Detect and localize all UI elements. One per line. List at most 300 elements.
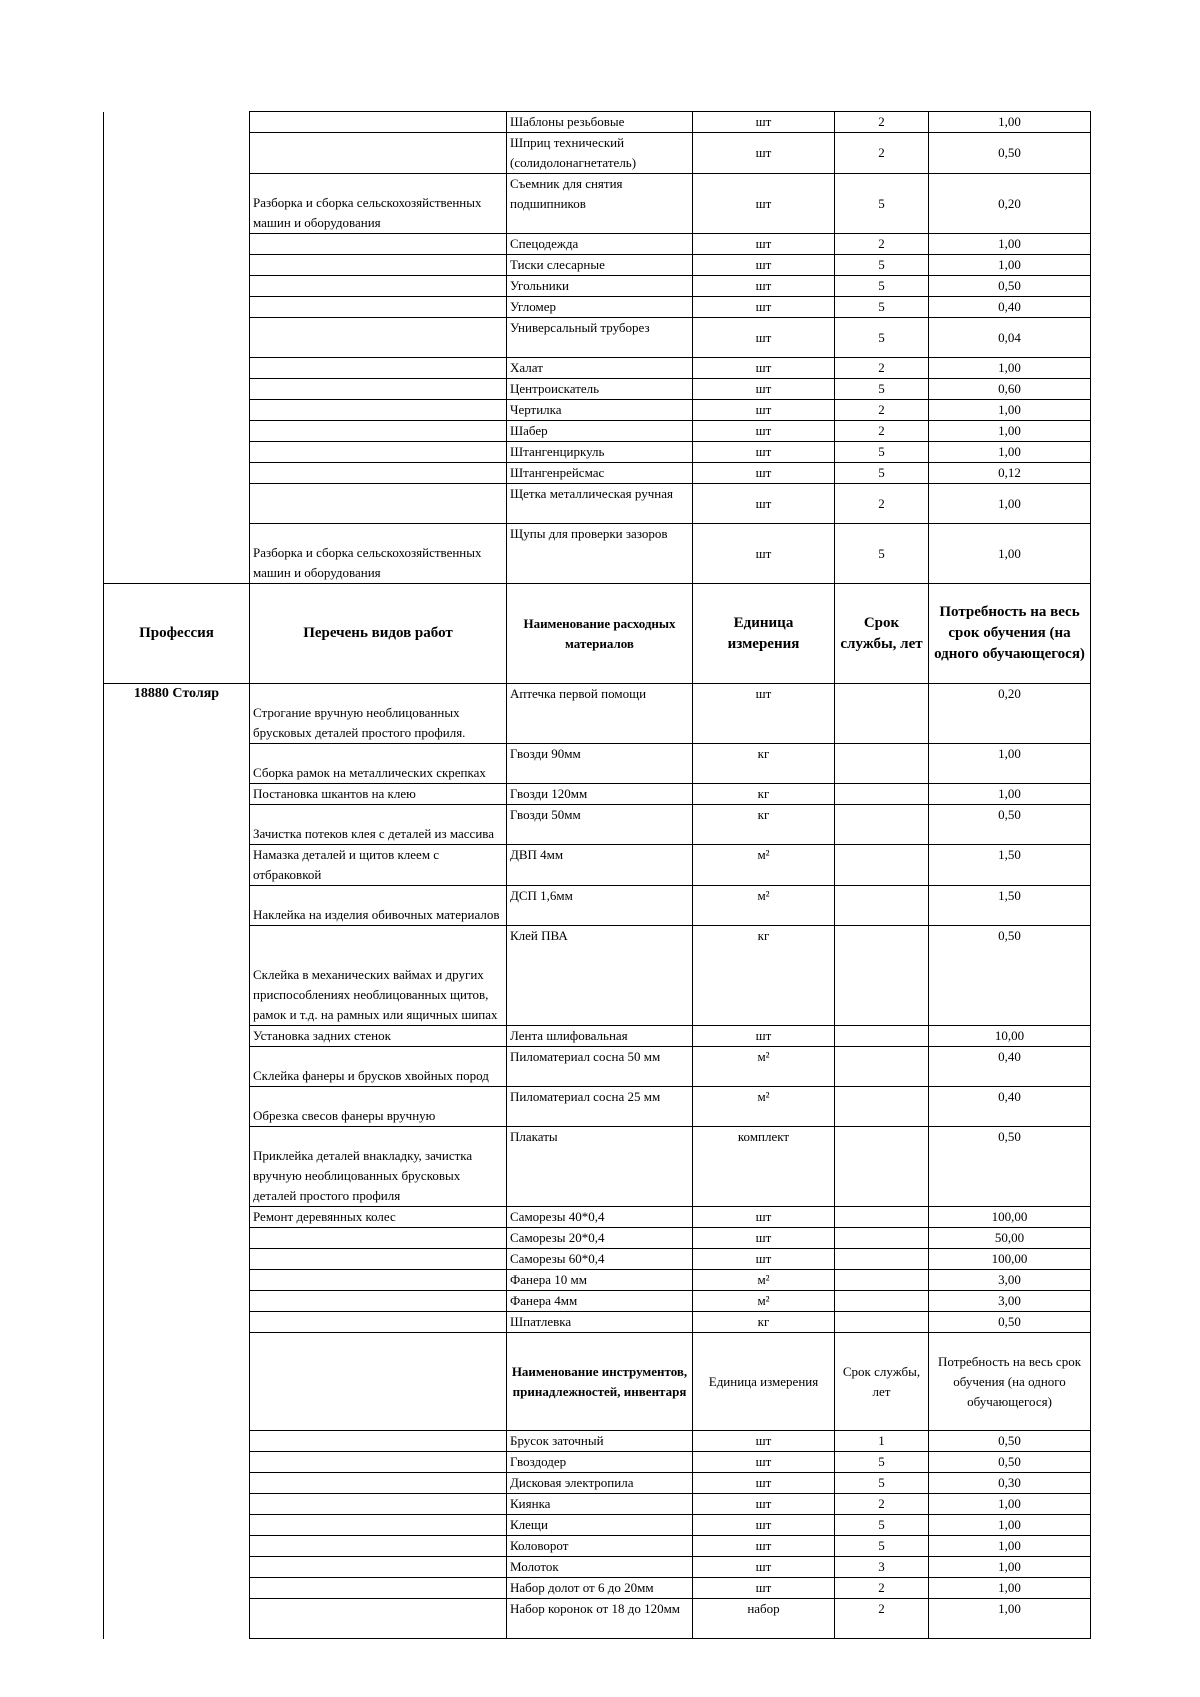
work-type-cell [250,1452,507,1473]
profession-cell [104,1127,250,1207]
column-header-profession: Профессия [104,584,250,684]
table-row [104,174,1091,234]
work-type-cell [250,234,507,255]
profession-cell [104,1515,250,1536]
profession-cell [104,1270,250,1291]
work-type-cell: Приклейка деталей внакладку, зачистка вручную необлицованных брусковых деталей простого профиля [250,1127,507,1207]
work-type-cell: Склейка фанеры и брусков хвойных пород [250,1047,507,1087]
service-life-cell: 2 [835,1494,929,1515]
service-life-cell [835,1270,929,1291]
profession-cell [104,1026,250,1047]
unit-cell: шт [693,421,835,442]
service-life-cell: 5 [835,1515,929,1536]
table-row [104,1452,1091,1473]
work-type-cell [250,255,507,276]
work-type-cell: Постановка шкантов на клею [250,784,507,805]
work-type-cell: Обрезка свесов фанеры вручную [250,1087,507,1127]
service-life-cell: 1 [835,1431,929,1452]
item-name-cell: Саморезы 60*0,4 [507,1249,693,1270]
unit-cell: шт [693,1228,835,1249]
profession-cell [104,1494,250,1515]
item-name-cell: Гвоздодер [507,1452,693,1473]
service-life-cell: 5 [835,276,929,297]
profession-cell [104,1087,250,1127]
work-type-cell [250,1291,507,1312]
work-type-cell [250,358,507,379]
profession-cell [104,1473,250,1494]
unit-cell: шт [693,1557,835,1578]
work-type-cell [250,1599,507,1639]
need-cell: 1,00 [929,255,1091,276]
table-row [104,133,1091,174]
unit-cell: шт [693,524,835,584]
item-name-cell: Шприц технический (солидолонагнетатель) [507,133,693,174]
table-row [104,442,1091,463]
item-name-cell: Плакаты [507,1127,693,1207]
column-header-materials: Наименование расходных материалов [507,584,693,684]
profession-cell [104,234,250,255]
need-cell: 0,12 [929,463,1091,484]
need-cell: 1,00 [929,358,1091,379]
unit-cell: шт [693,358,835,379]
table-row [104,784,1091,805]
service-life-cell: 2 [835,112,929,133]
need-cell: 0,20 [929,684,1091,744]
need-cell: 1,00 [929,784,1091,805]
table-row [104,112,1091,133]
service-life-cell: 2 [835,484,929,524]
unit-cell: кг [693,926,835,1026]
unit-cell: шт [693,1249,835,1270]
profession-cell [104,255,250,276]
service-life-cell [835,1291,929,1312]
unit-cell: шт [693,297,835,318]
table-row [104,484,1091,524]
table-row [104,1494,1091,1515]
table-row [104,1207,1091,1228]
profession-cell [104,1599,250,1639]
work-type-cell [250,1333,507,1431]
need-cell: 1,00 [929,1494,1091,1515]
need-cell: 1,00 [929,744,1091,784]
profession-cell [104,845,250,886]
table-row [104,1249,1091,1270]
item-name-cell: Клещи [507,1515,693,1536]
item-name-cell: Шаблоны резьбовые [507,112,693,133]
unit-cell: м² [693,1291,835,1312]
item-name-cell: Штангенрейсмас [507,463,693,484]
need-cell: 1,00 [929,442,1091,463]
table-row [104,297,1091,318]
service-life-cell: 2 [835,1578,929,1599]
need-cell: 1,50 [929,845,1091,886]
profession-cell [104,1228,250,1249]
profession-cell [104,1452,250,1473]
profession-cell [104,1291,250,1312]
item-name-cell: Молоток [507,1557,693,1578]
unit-cell: шт [693,463,835,484]
header-row [104,584,1091,684]
unit-cell: шт [693,1207,835,1228]
need-cell: 0,50 [929,1312,1091,1333]
table-row [104,1026,1091,1047]
need-cell: 100,00 [929,1249,1091,1270]
profession-cell [104,1207,250,1228]
unit-cell: кг [693,744,835,784]
service-life-cell: 2 [835,358,929,379]
equipment-table [103,111,1091,1639]
need-cell: 0,50 [929,1452,1091,1473]
service-life-cell: 5 [835,524,929,584]
work-type-cell [250,1557,507,1578]
service-life-cell [835,1026,929,1047]
unit-cell: кг [693,784,835,805]
unit-cell: набор [693,1599,835,1639]
service-life-cell [835,1207,929,1228]
profession-cell [104,442,250,463]
item-name-cell: Клей ПВА [507,926,693,1026]
item-name-cell: Дисковая электропила [507,1473,693,1494]
table-row [104,400,1091,421]
item-name-cell: Саморезы 20*0,4 [507,1228,693,1249]
service-life-cell [835,1127,929,1207]
work-type-cell: Склейка в механических ваймах и других приспособлениях необлицованных щитов, рамок и т.д. на рамных или ящичных шипах [250,926,507,1026]
table-row [104,255,1091,276]
table-row [104,379,1091,400]
table-row [104,1291,1091,1312]
work-type-cell [250,297,507,318]
unit-cell: шт [693,1026,835,1047]
work-type-cell: Разборка и сборка сельскохозяйственных машин и оборудования [250,174,507,234]
profession-cell [104,1249,250,1270]
item-name-cell: Чертилка [507,400,693,421]
table-row [104,805,1091,845]
need-cell: 1,00 [929,484,1091,524]
service-life-cell [835,1228,929,1249]
unit-cell: шт [693,112,835,133]
work-type-cell [250,421,507,442]
service-life-cell: 5 [835,174,929,234]
table-row [104,1578,1091,1599]
profession-cell [104,805,250,845]
unit-cell: кг [693,805,835,845]
unit-cell: шт [693,1494,835,1515]
profession-cell [104,744,250,784]
item-name-cell: Пиломатериал сосна 50 мм [507,1047,693,1087]
service-life-cell [835,1087,929,1127]
item-name-cell: Коловорот [507,1536,693,1557]
item-name-cell: ДВП 4мм [507,845,693,886]
need-cell: 0,50 [929,1127,1091,1207]
table-row [104,1536,1091,1557]
unit-cell: м² [693,886,835,926]
column-header-need: Потребность на весь срок обучения (на одного обучающегося) [929,584,1091,684]
need-cell: 100,00 [929,1207,1091,1228]
profession-cell [104,1578,250,1599]
table-row [104,234,1091,255]
need-cell: 0,50 [929,133,1091,174]
profession-cell [104,400,250,421]
item-name-cell: Лента шлифовальная [507,1026,693,1047]
need-cell: 50,00 [929,1228,1091,1249]
service-life-cell: 5 [835,463,929,484]
work-type-cell: Ремонт деревянных колес [250,1207,507,1228]
profession-cell [104,1333,250,1431]
need-cell: 0,50 [929,276,1091,297]
table-row [104,1087,1091,1127]
table-row [104,1473,1091,1494]
need-cell: 0,50 [929,1431,1091,1452]
item-name-cell: Гвозди 120мм [507,784,693,805]
service-life-cell: 5 [835,1473,929,1494]
need-cell: 0,40 [929,1087,1091,1127]
work-type-cell [250,1536,507,1557]
item-name-cell: Штангенциркуль [507,442,693,463]
unit-cell: шт [693,379,835,400]
item-name-cell: Угломер [507,297,693,318]
unit-cell: м² [693,1270,835,1291]
service-life-cell: 5 [835,297,929,318]
need-cell: 10,00 [929,1026,1091,1047]
table-row [104,421,1091,442]
profession-cell [104,784,250,805]
need-cell: 0,20 [929,174,1091,234]
need-cell: 0,04 [929,318,1091,358]
item-name-cell: Гвозди 50мм [507,805,693,845]
table-row [104,318,1091,358]
service-life-cell: 5 [835,442,929,463]
item-name-cell: Универсальный труборез [507,318,693,358]
unit-cell: м² [693,1087,835,1127]
unit-cell: шт [693,1473,835,1494]
work-type-cell [250,1431,507,1452]
service-life-cell: 2 [835,400,929,421]
profession-cell [104,379,250,400]
service-life-cell: 2 [835,133,929,174]
need-cell: 1,00 [929,234,1091,255]
service-life-cell [835,1047,929,1087]
column-header-works: Перечень видов работ [250,584,507,684]
profession-cell [104,1047,250,1087]
service-life-cell [835,684,929,744]
need-cell: 3,00 [929,1291,1091,1312]
work-type-cell [250,442,507,463]
unit-cell: м² [693,1047,835,1087]
work-type-cell: Зачистка потеков клея с деталей из массива [250,805,507,845]
need-cell: 0,30 [929,1473,1091,1494]
work-type-cell [250,318,507,358]
item-name-cell: Халат [507,358,693,379]
service-life-cell: 5 [835,1452,929,1473]
table-row [104,744,1091,784]
service-life-cell [835,1312,929,1333]
profession-cell [104,1431,250,1452]
need-cell: 1,50 [929,886,1091,926]
profession-cell [104,112,250,133]
item-name-cell: Фанера 10 мм [507,1270,693,1291]
work-type-cell [250,484,507,524]
table-row [104,1270,1091,1291]
table-row [104,463,1091,484]
need-cell: 0,50 [929,926,1091,1026]
work-type-cell [250,400,507,421]
service-life-cell [835,845,929,886]
profession-cell [104,174,250,234]
item-name-cell: Щетка металлическая ручная [507,484,693,524]
item-name-cell: Аптечка первой помощи [507,684,693,744]
unit-cell: шт [693,234,835,255]
work-type-cell [250,1515,507,1536]
service-life-cell [835,744,929,784]
table-row [104,1047,1091,1087]
profession-cell: 18880 Столяр [104,684,250,744]
unit-cell: шт [693,1515,835,1536]
profession-cell [104,463,250,484]
service-life-cell: 5 [835,1536,929,1557]
need-cell: 0,40 [929,1047,1091,1087]
need-cell: 1,00 [929,1536,1091,1557]
column-header-life: Срок службы, лет [835,584,929,684]
item-name-cell: Набор долот от 6 до 20мм [507,1578,693,1599]
work-type-cell: Сборка рамок на металлических скрепках [250,744,507,784]
item-name-cell: Центроискатель [507,379,693,400]
table-row [104,1312,1091,1333]
column-header-unit: Единица измерения [693,584,835,684]
item-name-cell: Угольники [507,276,693,297]
unit-cell: шт [693,684,835,744]
unit-cell: кг [693,1312,835,1333]
profession-cell [104,1536,250,1557]
profession-cell [104,133,250,174]
service-life-cell: 5 [835,379,929,400]
work-type-cell: Строгание вручную необлицованных брусковых деталей простого профиля. [250,684,507,744]
table-row [104,276,1091,297]
work-type-cell [250,1249,507,1270]
service-life-cell [835,1249,929,1270]
unit-cell: шт [693,318,835,358]
table-row [104,926,1091,1026]
service-life-cell: 2 [835,421,929,442]
unit-cell: шт [693,255,835,276]
unit-cell: шт [693,133,835,174]
table-row [104,886,1091,926]
profession-cell [104,524,250,584]
service-life-cell [835,805,929,845]
table-row [104,845,1091,886]
table-row [104,1557,1091,1578]
service-life-cell [835,886,929,926]
need-cell: 0,50 [929,805,1091,845]
profession-cell [104,886,250,926]
work-type-cell: Наклейка на изделия обивочных материалов [250,886,507,926]
work-type-cell [250,1578,507,1599]
profession-cell [104,276,250,297]
unit-cell: м² [693,845,835,886]
item-name-cell: Саморезы 40*0,4 [507,1207,693,1228]
work-type-cell [250,133,507,174]
unit-cell: шт [693,1452,835,1473]
need-cell: 3,00 [929,1270,1091,1291]
table-row [104,1431,1091,1452]
item-name-cell: Брусок заточный [507,1431,693,1452]
service-life-cell: 2 [835,1599,929,1639]
table-row [104,1228,1091,1249]
service-life-cell [835,784,929,805]
work-type-cell [250,379,507,400]
unit-cell: шт [693,1578,835,1599]
unit-cell: шт [693,1536,835,1557]
service-life-cell: 3 [835,1557,929,1578]
unit-cell: шт [693,174,835,234]
profession-cell [104,297,250,318]
profession-cell [104,1557,250,1578]
table-row [104,524,1091,584]
profession-cell [104,926,250,1026]
table-row [104,1515,1091,1536]
table-row [104,1599,1091,1639]
item-name-cell: Фанера 4мм [507,1291,693,1312]
unit-cell: шт [693,1431,835,1452]
work-type-cell: Разборка и сборка сельскохозяйственных машин и оборудования [250,524,507,584]
item-name-cell: ДСП 1,6мм [507,886,693,926]
need-cell: 1,00 [929,524,1091,584]
unit-cell: шт [693,276,835,297]
need-cell: 0,60 [929,379,1091,400]
column-header-tools: Наименование инструментов, принадлежностей, инвентаря [507,1333,693,1431]
profession-cell [104,318,250,358]
item-name-cell: Пиломатериал сосна 25 мм [507,1087,693,1127]
need-cell: 1,00 [929,421,1091,442]
work-type-cell [250,112,507,133]
work-type-cell [250,1494,507,1515]
service-life-cell [835,926,929,1026]
work-type-cell [250,1312,507,1333]
column-header-life: Срок службы, лет [835,1333,929,1431]
work-type-cell: Намазка деталей и щитов клеем с отбраковкой [250,845,507,886]
item-name-cell: Щупы для проверки зазоров [507,524,693,584]
item-name-cell: Набор коронок от 18 до 120мм [507,1599,693,1639]
table-row [104,358,1091,379]
table-row [104,684,1091,744]
need-cell: 0,40 [929,297,1091,318]
table-row [104,1127,1091,1207]
work-type-cell [250,1473,507,1494]
unit-cell: шт [693,442,835,463]
work-type-cell [250,463,507,484]
service-life-cell: 2 [835,234,929,255]
column-header-need: Потребность на весь срок обучения (на одного обучающегося) [929,1333,1091,1431]
work-type-cell [250,1270,507,1291]
profession-cell [104,484,250,524]
tools-header-row [104,1333,1091,1431]
item-name-cell: Киянка [507,1494,693,1515]
document-page [103,111,1090,1639]
need-cell: 1,00 [929,1557,1091,1578]
need-cell: 1,00 [929,1599,1091,1639]
item-name-cell: Тиски слесарные [507,255,693,276]
need-cell: 1,00 [929,1578,1091,1599]
item-name-cell: Съемник для снятия подшипников [507,174,693,234]
need-cell: 1,00 [929,400,1091,421]
work-type-cell [250,1228,507,1249]
need-cell: 1,00 [929,112,1091,133]
unit-cell: комплект [693,1127,835,1207]
service-life-cell: 5 [835,318,929,358]
item-name-cell: Гвозди 90мм [507,744,693,784]
work-type-cell [250,276,507,297]
item-name-cell: Шабер [507,421,693,442]
column-header-unit: Единица измерения [693,1333,835,1431]
